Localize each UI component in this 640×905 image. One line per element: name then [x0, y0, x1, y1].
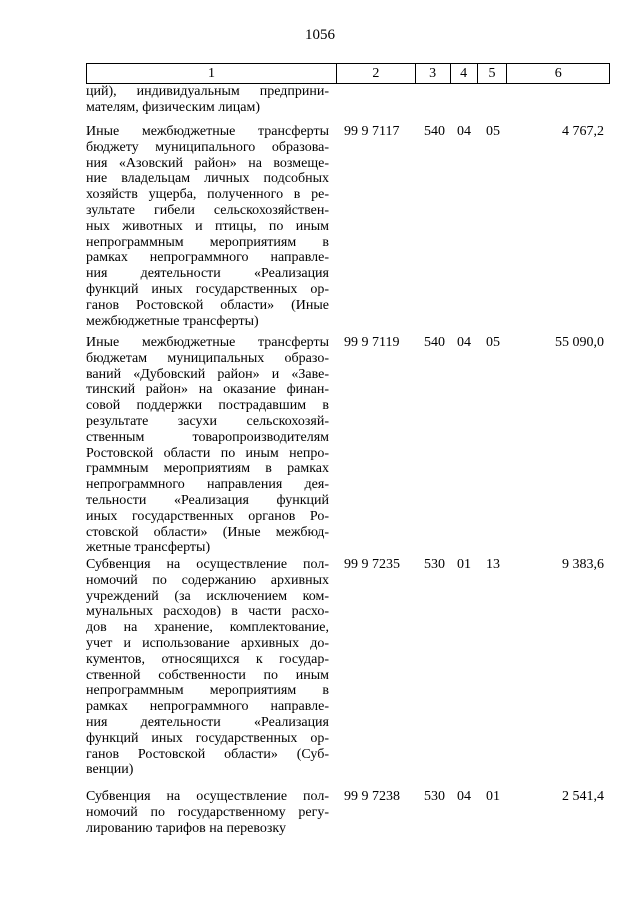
- table-header: [86, 63, 610, 84]
- description-line: кументов, относящихся к государ-: [86, 651, 329, 667]
- row-description: [86, 557, 329, 778]
- description-line: результате засухи сельскохозяй-: [86, 413, 329, 429]
- row-description: [86, 124, 329, 329]
- description-line: мателям, физическим лицам): [86, 99, 260, 115]
- description-line: граммным мероприятиям в рамках: [86, 461, 329, 477]
- cell-podrazdel: 05: [486, 335, 500, 350]
- header-col-1: 1: [87, 64, 337, 83]
- description-line: Ростовской области по иным непро-: [86, 445, 329, 461]
- header-col-5: 5: [478, 64, 508, 83]
- row-description: [86, 335, 329, 556]
- cell-sum: 55 090,0: [555, 335, 604, 350]
- cell-razdel: 01: [457, 557, 471, 572]
- description-line: ных животных и птицы, по иным: [86, 218, 329, 234]
- description-line: дов на хранение, комплектование,: [86, 620, 329, 636]
- description-line: мунальных расходов) в части расхо-: [86, 604, 329, 620]
- cell-sum: 9 383,6: [562, 557, 604, 572]
- description-line: ние владельцам личных подсобных: [86, 171, 329, 187]
- description-line: Иные межбюджетные трансферты: [86, 335, 329, 350]
- cell-podrazdel: 13: [486, 557, 500, 572]
- row-description: [86, 789, 329, 836]
- description-line: учреждений (за исключением ком-: [86, 588, 329, 604]
- cell-podrazdel: 05: [486, 124, 500, 139]
- description-line: функций иных государственных ор-: [86, 281, 329, 297]
- description-line: совой поддержки пострадавшим в: [86, 398, 329, 414]
- cell-group: 530: [424, 557, 445, 572]
- table-row: [86, 557, 610, 778]
- description-line: венции): [86, 762, 134, 778]
- description-line: ганов Ростовской области» (Суб-: [86, 746, 329, 762]
- description-line: иных государственных органов Ро-: [86, 508, 329, 524]
- description-line: непрограммного направления дея-: [86, 477, 329, 493]
- table-row: [86, 124, 610, 329]
- description-line: ций), индивидуальным предприни-: [86, 84, 329, 99]
- cell-razdel: 04: [457, 789, 471, 804]
- description-line: ния деятельности «Реализация: [86, 714, 329, 730]
- description-line: учет и использование архивных до-: [86, 635, 329, 651]
- description-line: бюджетам муниципальных образо-: [86, 350, 329, 366]
- description-line: ния деятельности «Реализация: [86, 266, 329, 282]
- description-line: лированию тарифов на перевозку: [86, 820, 287, 836]
- table-row: [86, 789, 610, 836]
- cell-razdel: 04: [457, 335, 471, 350]
- description-line: ваний «Дубовский район» и «Заве-: [86, 366, 329, 382]
- header-col-3: 3: [416, 64, 451, 83]
- description-line: функций иных государственных ор-: [86, 730, 329, 746]
- description-line: номочий по государственному регу-: [86, 804, 329, 820]
- cell-group: 540: [424, 124, 445, 139]
- description-line: стовской области» (Иные межбюд-: [86, 524, 329, 540]
- description-line: непрограммным мероприятиям в: [86, 234, 329, 250]
- cell-razdel: 04: [457, 124, 471, 139]
- description-line: рамках непрограммного направле-: [86, 699, 329, 715]
- row-description: [86, 84, 329, 116]
- cell-podrazdel: 01: [486, 789, 500, 804]
- description-line: бюджету муниципального образова-: [86, 139, 329, 155]
- cell-sum: 2 541,4: [562, 789, 604, 804]
- description-line: ственной собственности по иным: [86, 667, 329, 683]
- description-line: рамках непрограммного направле-: [86, 250, 329, 266]
- description-line: зультате гибели сельскохозяйствен-: [86, 202, 329, 218]
- cell-sum: 4 767,2: [562, 124, 604, 139]
- cell-group: 540: [424, 335, 445, 350]
- cell-group: 530: [424, 789, 445, 804]
- description-line: жетные трансферты): [86, 540, 211, 556]
- description-line: хозяйств ущерба, полученного в ре-: [86, 187, 329, 203]
- description-line: ственным товаропроизводителям: [86, 429, 329, 445]
- description-line: ния «Азовский район» на возмеще-: [86, 155, 329, 171]
- description-line: тельности «Реализация функций: [86, 492, 329, 508]
- cell-code: 99 9 7119: [344, 335, 400, 350]
- description-line: непрограммным мероприятиям в: [86, 683, 329, 699]
- page-number: 1056: [305, 27, 335, 43]
- description-line: межбюджетные трансферты): [86, 313, 259, 329]
- header-col-2: 2: [337, 64, 416, 83]
- description-line: тинский район» на оказание финан-: [86, 382, 329, 398]
- cell-code: 99 9 7117: [344, 124, 400, 139]
- description-line: Субвенция на осуществление пол-: [86, 789, 329, 804]
- description-line: Субвенция на осуществление пол-: [86, 557, 329, 572]
- cell-code: 99 9 7235: [344, 557, 400, 572]
- table-row: [86, 84, 610, 116]
- description-line: Иные межбюджетные трансферты: [86, 124, 329, 139]
- description-line: номочий по содержанию архивных: [86, 572, 329, 588]
- table-row: [86, 335, 610, 556]
- cell-code: 99 9 7238: [344, 789, 400, 804]
- header-col-4: 4: [451, 64, 478, 83]
- description-line: ганов Ростовской области» (Иные: [86, 297, 329, 313]
- header-col-6: 6: [554, 66, 562, 81]
